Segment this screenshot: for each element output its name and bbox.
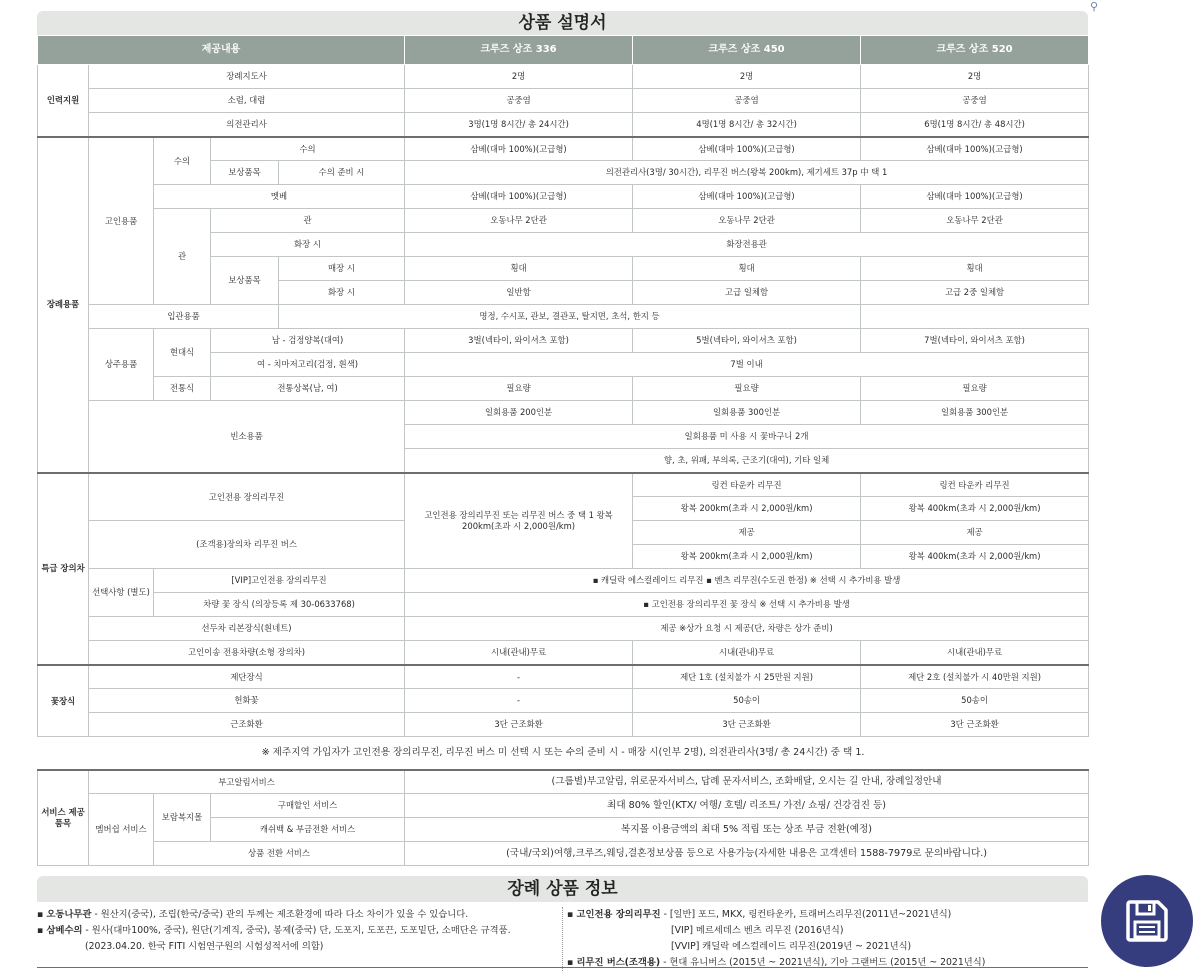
table-row: [38, 185, 1089, 209]
cell-value: 2명: [633, 65, 861, 89]
header-plan-450: 크루즈 상조 450: [633, 36, 861, 65]
table-row: [38, 641, 1089, 665]
row-label: 상품 전환 서비스: [154, 842, 405, 866]
cell-value: 공중염: [861, 89, 1089, 113]
jeju-note: ※ 제주지역 가입자가 고인전용 장의리무진, 리무진 버스 미 선택 시 또는 수의 준비 시 - 매장 시(인부 2명), 의전관리사(3명/ 총 24시간) 중 택 1.: [38, 737, 1089, 770]
cell-value: 삼베(대마 100%)(고급형): [405, 137, 633, 161]
cell-value: 7벌 이내: [405, 353, 1089, 377]
cell-value: 필요량: [861, 377, 1089, 401]
row-label: 관: [211, 209, 405, 233]
cell-value: 제단 2호 (설치불가 시 40만원 지원): [861, 665, 1089, 689]
cell-value: 오동나무 2단관: [405, 209, 633, 233]
category-supplies: 장례용품: [38, 137, 89, 473]
cell-value: 왕복 400km(초과 시 2,000원/km): [861, 545, 1089, 569]
cell-value: 제공: [861, 521, 1089, 545]
info-section: [37, 902, 1088, 968]
table-row: [38, 770, 1089, 794]
cell-value: 링컨 타운카 리무진: [861, 473, 1089, 497]
table-row: [38, 137, 1089, 161]
cell-value: 6명(1명 8시간/ 총 48시간): [861, 113, 1089, 137]
row-label: 화장 시: [211, 233, 405, 257]
sub-deceased: 고인용품: [89, 137, 154, 305]
table-row: [38, 377, 1089, 401]
sub-traditional: 전통식: [154, 377, 211, 401]
row-label: 빈소용품: [89, 401, 405, 473]
cell-value: 3단 근조화환: [405, 713, 633, 737]
cell-value: 오동나무 2단관: [633, 209, 861, 233]
product-spec-table: [37, 35, 1089, 866]
cell-value: 화장전용관: [405, 233, 1089, 257]
row-label: 수의: [211, 137, 405, 161]
info-text: (2023.04.20. 한국 FITI 시험연구원의 시험성적서에 의함): [85, 941, 324, 952]
cell-value: -: [405, 665, 633, 689]
table-row: [38, 569, 1089, 593]
row-label: 여 - 치마저고리(검정, 흰색): [211, 353, 405, 377]
cell-value: 4명(1명 8시간/ 총 32시간): [633, 113, 861, 137]
cell-value: 횡대: [861, 257, 1089, 281]
table-row: [38, 113, 1089, 137]
info-text: - [일반] 포드, MKX, 링컨타운카, 트래버스리무진(2011년~2021년식): [660, 909, 952, 920]
cell-value: 제단 1호 (설치불가 시 25만원 지원): [633, 665, 861, 689]
row-label: (조객용)장의차 리무진 버스: [89, 521, 405, 569]
cell-value: ▪ 캐딜락 에스컬레이드 리무진 ▪ 벤츠 리무진(수도권 한정) ※ 선택 시 추가비용 발생: [405, 569, 1089, 593]
table-row: [38, 329, 1089, 353]
cell-value: 향, 초, 위패, 부의록, 근조기(대여), 기타 일체: [405, 449, 1089, 473]
cell-value: 복지몰 이용금액의 최대 5% 적립 또는 상조 부금 전환(예정): [405, 818, 1089, 842]
cell-value: 삼베(대마 100%)(고급형): [633, 137, 861, 161]
sub-membership: 멤버쉽 서비스: [89, 794, 154, 866]
table-header-row: [38, 36, 1089, 65]
cell-value: 제공 ※상가 요청 시 제공(단, 차량은 상가 준비): [405, 617, 1089, 641]
cell-value: 공중염: [405, 89, 633, 113]
info-label: ▪ 오동나무관: [37, 909, 92, 920]
row-label: [VIP]고인전용 장의리무진: [154, 569, 405, 593]
row-label: 부고알림서비스: [89, 770, 405, 794]
save-icon: [1124, 898, 1170, 944]
save-button[interactable]: [1101, 875, 1193, 967]
cell-value: 3단 근조화환: [633, 713, 861, 737]
row-label: 남 - 검정양복(대여): [211, 329, 405, 353]
cell-value: 일회용품 200인분: [405, 401, 633, 425]
cell-value: 50송이: [861, 689, 1089, 713]
info-title: 장례 상품 정보: [37, 876, 1088, 902]
sub-modern: 현대식: [154, 329, 211, 377]
cell-value: 링컨 타운카 리무진: [633, 473, 861, 497]
sub-optional: 선택사항 (별도): [89, 569, 154, 617]
table-row: [38, 593, 1089, 617]
table-row: [38, 473, 1089, 497]
cell-value: 시내(관내)무료: [633, 641, 861, 665]
cell-value: 2명: [861, 65, 1089, 89]
row-label: 멧베: [154, 185, 405, 209]
info-line: [37, 923, 562, 939]
cell-value: 공중염: [633, 89, 861, 113]
row-label: 고인전용 장의리무진: [89, 473, 405, 521]
cell-value: -: [405, 689, 633, 713]
row-label: 캐쉬백 & 부금전환 서비스: [211, 818, 405, 842]
cell-value: 3벌(넥타이, 와이셔츠 포함): [405, 329, 633, 353]
row-label: 수의 준비 시: [279, 161, 405, 185]
row-label: 소렴, 대렴: [89, 89, 405, 113]
sub-welfare-mall: 보람복지몰: [154, 794, 211, 842]
cell-value: 삼베(대마 100%)(고급형): [633, 185, 861, 209]
page-title: 상품 설명서: [37, 11, 1088, 35]
cell-value: 필요량: [405, 377, 633, 401]
table-row: [38, 65, 1089, 89]
cell-value: 3단 근조화환: [861, 713, 1089, 737]
info-text: [VVIP] 캐딜락 에스컬레이드 리무진(2019년 ~ 2021년식): [671, 941, 912, 952]
row-label: 차량 꽃 장식 (의장등록 제 30-0633768): [154, 593, 405, 617]
cell-value: 50송이: [633, 689, 861, 713]
cell-value: 3명(1명 8시간/ 총 24시간): [405, 113, 633, 137]
row-label: 근조화환: [89, 713, 405, 737]
table-row: [38, 842, 1089, 866]
cell-value: 고급 일체함: [633, 281, 861, 305]
table-row: [38, 305, 1089, 329]
cell-value: 왕복 200km(초과 시 2,000원/km): [633, 545, 861, 569]
cell-value: 오동나무 2단관: [861, 209, 1089, 233]
cell-value: 5벌(넥타이, 와이셔츠 포함): [633, 329, 861, 353]
cell-value: 제공: [633, 521, 861, 545]
table-row: [38, 794, 1089, 818]
row-label: 구매할인 서비스: [211, 794, 405, 818]
lens-icon[interactable]: ⚲: [1089, 0, 1099, 13]
cell-value: 왕복 400km(초과 시 2,000원/km): [861, 497, 1089, 521]
row-label: 헌화꽃: [89, 689, 405, 713]
category-manpower: 인력지원: [38, 65, 89, 137]
cell-value: 횡대: [405, 257, 633, 281]
sub-compensation: 보상품목: [211, 161, 279, 185]
cell-value: 시내(관내)무료: [861, 641, 1089, 665]
row-label: 제단장식: [89, 665, 405, 689]
info-text: - 원산지(중국), 조립(한국/중국) 관의 두께는 제조환경에 따라 다소 차이가 있을 수 있습니다.: [91, 909, 469, 920]
category-services: 서비스 제공품목: [38, 770, 89, 866]
info-label: ▪ 삼베수의: [37, 925, 83, 936]
info-text: - 원사(대마100%, 중국), 원단(기계직, 중국), 봉제(중국) 단, 도포지, 도포끈, 도포밑단, 소매단은 규격품.: [82, 925, 511, 936]
row-label: 전통상복(남, 여): [211, 377, 405, 401]
cell-value: 2명: [405, 65, 633, 89]
cell-value: 명정, 수시포, 관보, 결관포, 탈지면, 초석, 한지 등: [279, 305, 861, 329]
info-line: [567, 955, 1088, 971]
table-row: [38, 209, 1089, 233]
info-text: - 현대 유니버스 (2015년 ~ 2021년식), 기아 그랜버드 (2015년 ~ 2021년식): [660, 957, 986, 968]
sub-mourner: 상주용품: [89, 329, 154, 401]
info-line: [567, 907, 1088, 923]
cell-value: 시내(관내)무료: [405, 641, 633, 665]
info-label: ▪ 리무진 버스(조객용): [567, 957, 661, 968]
sub-suui: 수의: [154, 137, 211, 185]
header-plan-336: 크루즈 상조 336: [405, 36, 633, 65]
cell-value: 삼베(대마 100%)(고급형): [861, 185, 1089, 209]
cell-value: 최대 80% 할인(KTX/ 여행/ 호텔/ 리조트/ 가전/ 쇼핑/ 건강검진 등): [405, 794, 1089, 818]
category-special: 특급 장의차: [38, 473, 89, 665]
info-right-column: [562, 907, 1088, 971]
category-flowers: 꽃장식: [38, 665, 89, 737]
header-plan-520: 크루즈 상조 520: [861, 36, 1089, 65]
cell-value: 삼베(대마 100%)(고급형): [405, 185, 633, 209]
row-label: 입관용품: [89, 305, 279, 329]
row-label: 선두차 리본장식(흰네트): [89, 617, 405, 641]
cell-value: 왕복 200km(초과 시 2,000원/km): [633, 497, 861, 521]
info-text: [VIP] 메르세데스 벤츠 리무진 (2016년식): [671, 925, 844, 936]
cell-value: 필요량: [633, 377, 861, 401]
cell-value: (국내/국외)여행,크루즈,웨딩,결혼정보상품 등으로 사용가능(자세한 내용은 고객센터 1588-7979로 문의바랍니다.): [405, 842, 1089, 866]
row-label: 고인이송 전용차량(소형 장의차): [89, 641, 405, 665]
sub-gwan: 관: [154, 209, 211, 305]
info-label: ▪ 고인전용 장의리무진: [567, 909, 661, 920]
header-provided: 제공내용: [38, 36, 405, 65]
cell-value: 횡대: [633, 257, 861, 281]
row-label: 장례지도사: [89, 65, 405, 89]
cell-value: 7벌(넥타이, 와이셔츠 포함): [861, 329, 1089, 353]
sub-compensation: 보상품목: [211, 257, 279, 305]
cell-value: 일회용품 미 사용 시 꽃바구니 2개: [405, 425, 1089, 449]
cell-value: 일반함: [405, 281, 633, 305]
row-label: 의전관리사: [89, 113, 405, 137]
cell-value: ▪ 고인전용 장의리무진 꽃 장식 ※ 선택 시 추가비용 발생: [405, 593, 1089, 617]
row-label: 매장 시: [279, 257, 405, 281]
row-label: 화장 시: [279, 281, 405, 305]
cell-value: 고급 2중 일체함: [861, 281, 1089, 305]
table-row: [38, 689, 1089, 713]
cell-value: 의전관리사(3명/ 30시간), 리무진 버스(왕복 200km), 제기세트 37p 中 택 1: [405, 161, 1089, 185]
info-line: [37, 907, 562, 923]
cell-value: 일회용품 300인분: [861, 401, 1089, 425]
table-row: [38, 401, 1089, 425]
table-row: [38, 665, 1089, 689]
cell-value: (그룹별)부고알림, 위로문자서비스, 답례 문자서비스, 조화배달, 오시는 길 안내, 장례일정안내: [405, 770, 1089, 794]
cell-value: 삼베(대마 100%)(고급형): [861, 137, 1089, 161]
table-row: [38, 737, 1089, 770]
table-row: [38, 617, 1089, 641]
table-row: [38, 713, 1089, 737]
cell-value: 고인전용 장의리무진 또는 리무진 버스 중 택 1 왕복 200km(초과 시 2,000원/km): [405, 473, 633, 569]
table-row: [38, 89, 1089, 113]
info-left-column: [37, 907, 562, 955]
cell-value: 일회용품 300인분: [633, 401, 861, 425]
